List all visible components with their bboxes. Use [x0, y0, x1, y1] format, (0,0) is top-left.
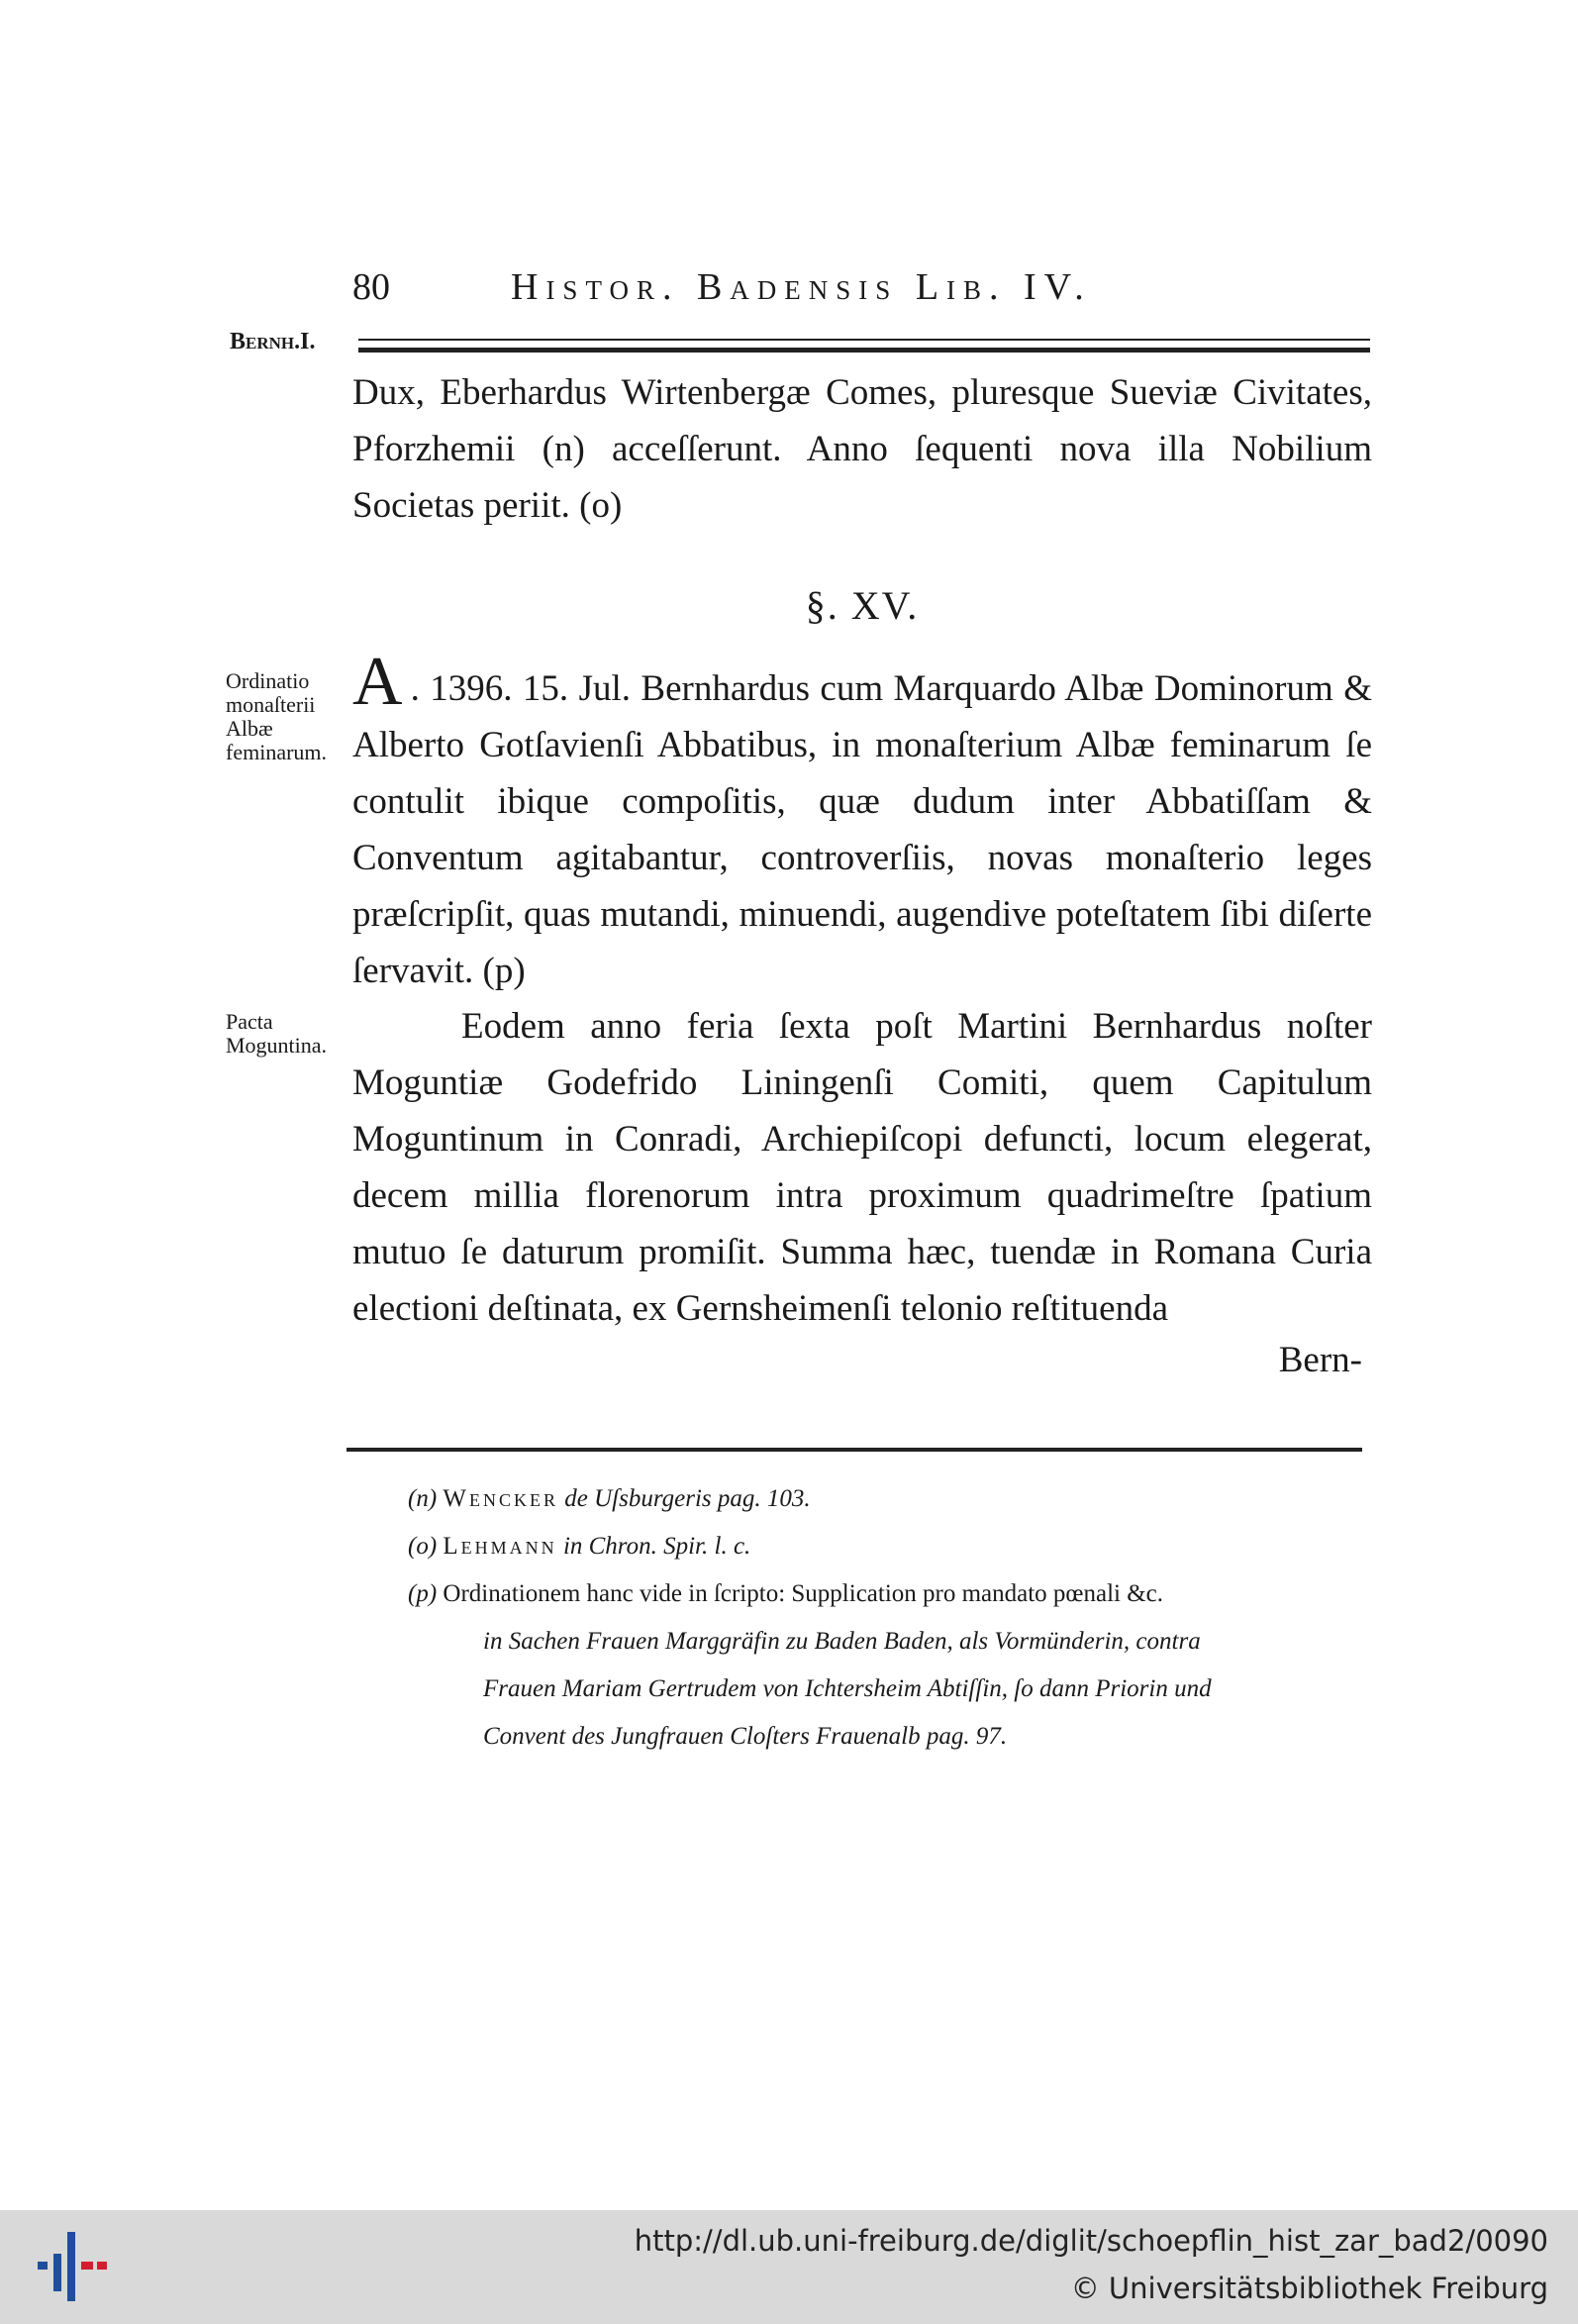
footnote-text: Frauen Mariam Gertrudem von Ichtersheim Abtiſſin, ſo dann Priorin und — [483, 1675, 1212, 1702]
section-heading: §. XV. — [805, 583, 920, 628]
body-paragraph-3 — [352, 998, 1372, 1337]
running-title: Histor. Badensis Lib. IV. — [511, 266, 1092, 308]
body-paragraph-2 — [352, 644, 1372, 999]
footnote-text: Ordinationem hanc vide in ſcripto: Supplication pro mandato pœnali &c. — [443, 1580, 1164, 1607]
catchword: Bern- — [1278, 1340, 1362, 1380]
page-header — [352, 265, 1372, 325]
footnote-p — [408, 1570, 1358, 1618]
footnote-text: Convent des Jungfrauen Cloſters Frauenalb pag. 97. — [483, 1723, 1008, 1750]
footnote-author: Wencker — [443, 1485, 559, 1512]
footnote-mark: (p) — [408, 1580, 438, 1607]
paragraph-text: . 1396. 15. Jul. Bernhardus cum Marquardo Albæ Dominorum & Alberto Gotſavienſi Abbatibus, in monaſterium Albæ feminarum ſe contulit ibique compoſitis, quæ dudum inter Abbatiſſam & Conventum agitabantur, controverſiis, novas monaſterio leges præſcripſit, quas mutandi, minuendi, augendive poteſtatem ſibi diſerte ſervavit. (p) — [352, 668, 1372, 991]
body-paragraph-1 — [352, 364, 1372, 534]
footnote-author: Lehmann — [443, 1533, 557, 1560]
footnote-o — [408, 1523, 1358, 1570]
footer-copyright: © Universitätsbibliothek Freiburg — [1070, 2272, 1548, 2305]
footnote-text: de Uſsburgeris pag. 103. — [564, 1485, 811, 1512]
paragraph-text: Dux, Eberhardus Wirtenbergæ Comes, pluresque Sueviæ Civitates, Pforzhemii (n) acceſſerunt. Anno ſequenti nova illa Nobilium Societas periit. (o) — [352, 372, 1372, 526]
footnotes — [408, 1475, 1358, 1761]
marginal-note-ordinatio: Ordinatio monaſterii Albæ feminarum. — [226, 668, 328, 764]
footnote-p-line — [408, 1713, 1358, 1761]
footnote-text: in Sachen Frauen Marggräfin zu Baden Baden, als Vormünderin, contra — [483, 1628, 1201, 1655]
footnote-mark: (n) — [408, 1485, 438, 1512]
footnote-mark: (o) — [408, 1533, 438, 1560]
footnote-p-line — [408, 1666, 1358, 1713]
footnote-rule — [346, 1448, 1362, 1452]
viewer-footer — [0, 2210, 1578, 2324]
side-head-label: Bernh.I. — [230, 329, 316, 354]
footnote-n — [408, 1475, 1358, 1523]
paragraph-text: Eodem anno feria ſexta poſt Martini Bernhardus noſter Moguntiæ Godefrido Liningenſi Comiti, quem Capitulum Moguntinum in Conradi, Archiepiſcopi defuncti, locum elegerat, decem millia florenorum intra proximum quadrimeſtre ſpatium mutuo ſe daturum promiſit. Summa hæc, tuendæ in Romana Curia electioni deſtinata, ex Gernsheimenſi telonio reſtituenda — [352, 1006, 1372, 1329]
footnote-text: in Chron. Spir. l. c. — [562, 1533, 751, 1560]
ub-freiburg-logo-icon[interactable] — [38, 2232, 107, 2301]
header-double-rule — [358, 339, 1370, 353]
footer-url-link[interactable]: http://dl.ub.uni-freiburg.de/diglit/schoepflin_hist_zar_bad2/0090 — [634, 2224, 1548, 2258]
drop-cap: A — [352, 644, 403, 720]
footnote-p-line — [408, 1618, 1358, 1666]
page-number: 80 — [352, 266, 390, 308]
marginal-note-pacta: Pacta Moguntina. — [226, 1009, 328, 1058]
